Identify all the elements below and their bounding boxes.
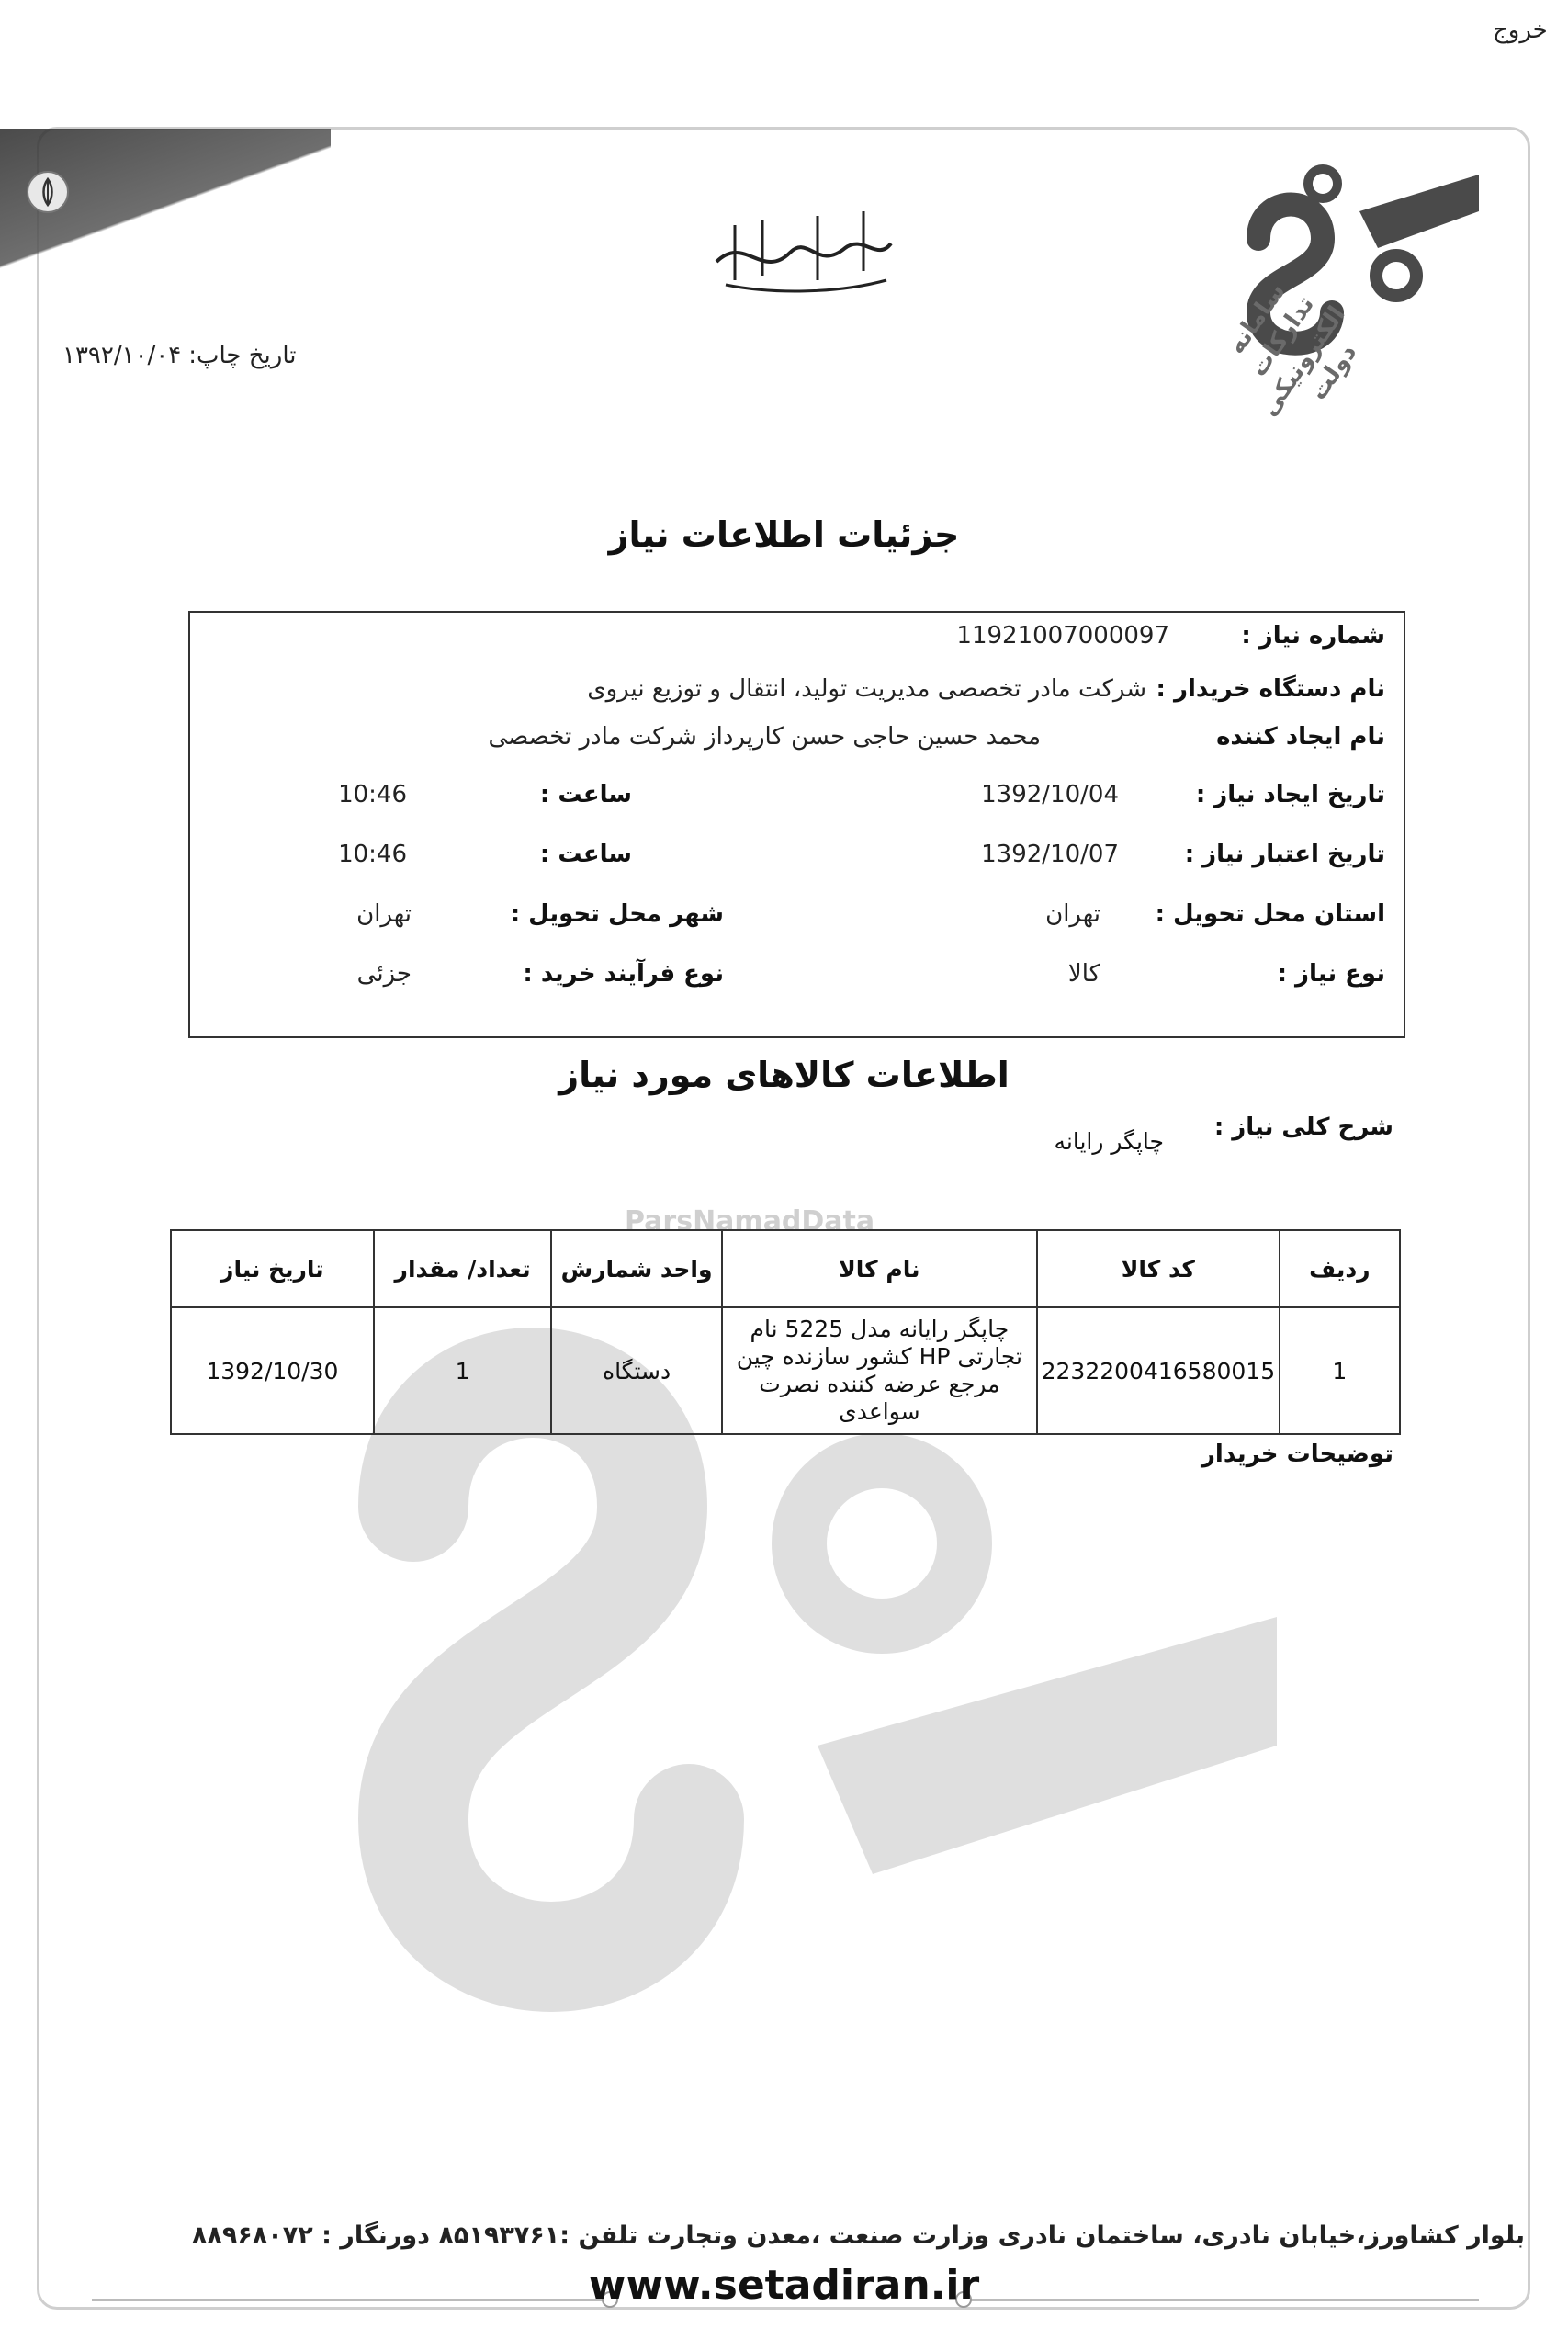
header-stripe bbox=[0, 129, 331, 312]
goods-table bbox=[170, 1229, 1401, 1435]
col-date-header: تاریخ نیاز bbox=[171, 1230, 374, 1307]
created-date-row bbox=[209, 781, 1385, 827]
need-number-row bbox=[209, 622, 1385, 668]
need-number-label: شماره نیاز : bbox=[1241, 622, 1385, 650]
created-date-value: 1392/10/04 bbox=[981, 781, 1119, 808]
buyer-notes-label: توضیحات خریدار bbox=[1201, 1441, 1393, 1468]
purchase-process-value: جزئی bbox=[356, 960, 412, 988]
general-desc-label: شرح کلی نیاز : bbox=[1213, 1113, 1393, 1141]
creator-value: محمد حسین حاجی حسن کارپرداز شرکت مادر تخصصی bbox=[488, 723, 1041, 751]
buyer-org-value: شرکت مادر تخصصی مدیریت تولید، انتقال و توزیع نیروی bbox=[587, 675, 1146, 703]
cell-qty: 1 bbox=[374, 1307, 552, 1434]
general-desc-value: چاپگر رایانه bbox=[1054, 1128, 1164, 1155]
buyer-org-row bbox=[209, 675, 1385, 721]
col-unit-header: واحد شمارش bbox=[551, 1230, 721, 1307]
need-type-row bbox=[209, 960, 1385, 1006]
delivery-province-label: استان محل تحویل : bbox=[1155, 900, 1385, 928]
validity-time-value: 10:46 bbox=[338, 841, 407, 868]
cell-code: 2232200416580015 bbox=[1037, 1307, 1280, 1434]
bismillah-calligraphy-icon bbox=[707, 198, 900, 299]
validity-date-row bbox=[209, 841, 1385, 887]
created-time-label: ساعت : bbox=[539, 781, 632, 808]
col-name-header: نام کالا bbox=[722, 1230, 1037, 1307]
need-info-box bbox=[188, 611, 1405, 1038]
table-header-row bbox=[171, 1230, 1400, 1307]
cell-name: چاپگر رایانه مدل 5225 نام تجارتی HP کشور سازنده چین مرجع عرضه کننده نصرت سواعدی bbox=[722, 1307, 1037, 1434]
created-date-label: تاریخ ایجاد نیاز : bbox=[1195, 781, 1385, 808]
buyer-org-label: نام دستگاه خریدار : bbox=[1156, 675, 1385, 703]
table-row bbox=[171, 1307, 1400, 1434]
created-time-value: 10:46 bbox=[338, 781, 407, 808]
exit-link[interactable]: خروج bbox=[1493, 17, 1548, 44]
iran-emblem-icon bbox=[26, 170, 70, 214]
need-details-title: جزئیات اطلاعات نیاز bbox=[608, 514, 960, 555]
col-code-header: کد کالا bbox=[1037, 1230, 1280, 1307]
creator-label: نام ایجاد کننده bbox=[1216, 723, 1385, 751]
goods-info-title: اطلاعات کالاهای مورد نیاز bbox=[558, 1055, 1010, 1095]
col-qty-header: تعداد/ مقدار bbox=[374, 1230, 552, 1307]
print-date-value: ۱۳۹۲/۱۰/۰۴ bbox=[62, 342, 182, 369]
delivery-row bbox=[209, 900, 1385, 946]
footer-address: بلوار کشاورز،خیابان نادری، ساختمان نادری وزارت صنعت ،معدن وتجارت تلفن :۸۵۱۹۳۷۶۱ دورنگار : ۸۸۹۶۸۰۷۲ bbox=[191, 2221, 1525, 2250]
validity-date-label: تاریخ اعتبار نیاز : bbox=[1184, 841, 1385, 868]
delivery-city-value: تهران bbox=[356, 900, 412, 928]
purchase-process-label: نوع فرآیند خرید : bbox=[523, 960, 724, 988]
delivery-province-value: تهران bbox=[1045, 900, 1100, 928]
col-row-header: ردیف bbox=[1280, 1230, 1400, 1307]
validity-time-label: ساعت : bbox=[539, 841, 632, 868]
validity-date-value: 1392/10/07 bbox=[981, 841, 1119, 868]
cell-row: 1 bbox=[1280, 1307, 1400, 1434]
need-type-value: کالا bbox=[1067, 960, 1100, 988]
print-date bbox=[55, 342, 296, 369]
cell-unit: دستگاه bbox=[551, 1307, 721, 1434]
need-type-label: نوع نیاز : bbox=[1277, 960, 1385, 988]
watermark-text: ParsNamadData bbox=[625, 1205, 875, 1237]
cell-date: 1392/10/30 bbox=[171, 1307, 374, 1434]
delivery-city-label: شهر محل تحویل : bbox=[510, 900, 724, 928]
website-link[interactable]: www.setadiran.ir bbox=[588, 2262, 980, 2309]
logo-caption: سامانه تدارکات الکترونیکی دولت bbox=[1223, 277, 1363, 422]
need-number-value: 11921007000097 bbox=[956, 622, 1169, 650]
print-date-label: تاریخ چاپ: bbox=[188, 342, 297, 369]
creator-row bbox=[209, 723, 1385, 769]
